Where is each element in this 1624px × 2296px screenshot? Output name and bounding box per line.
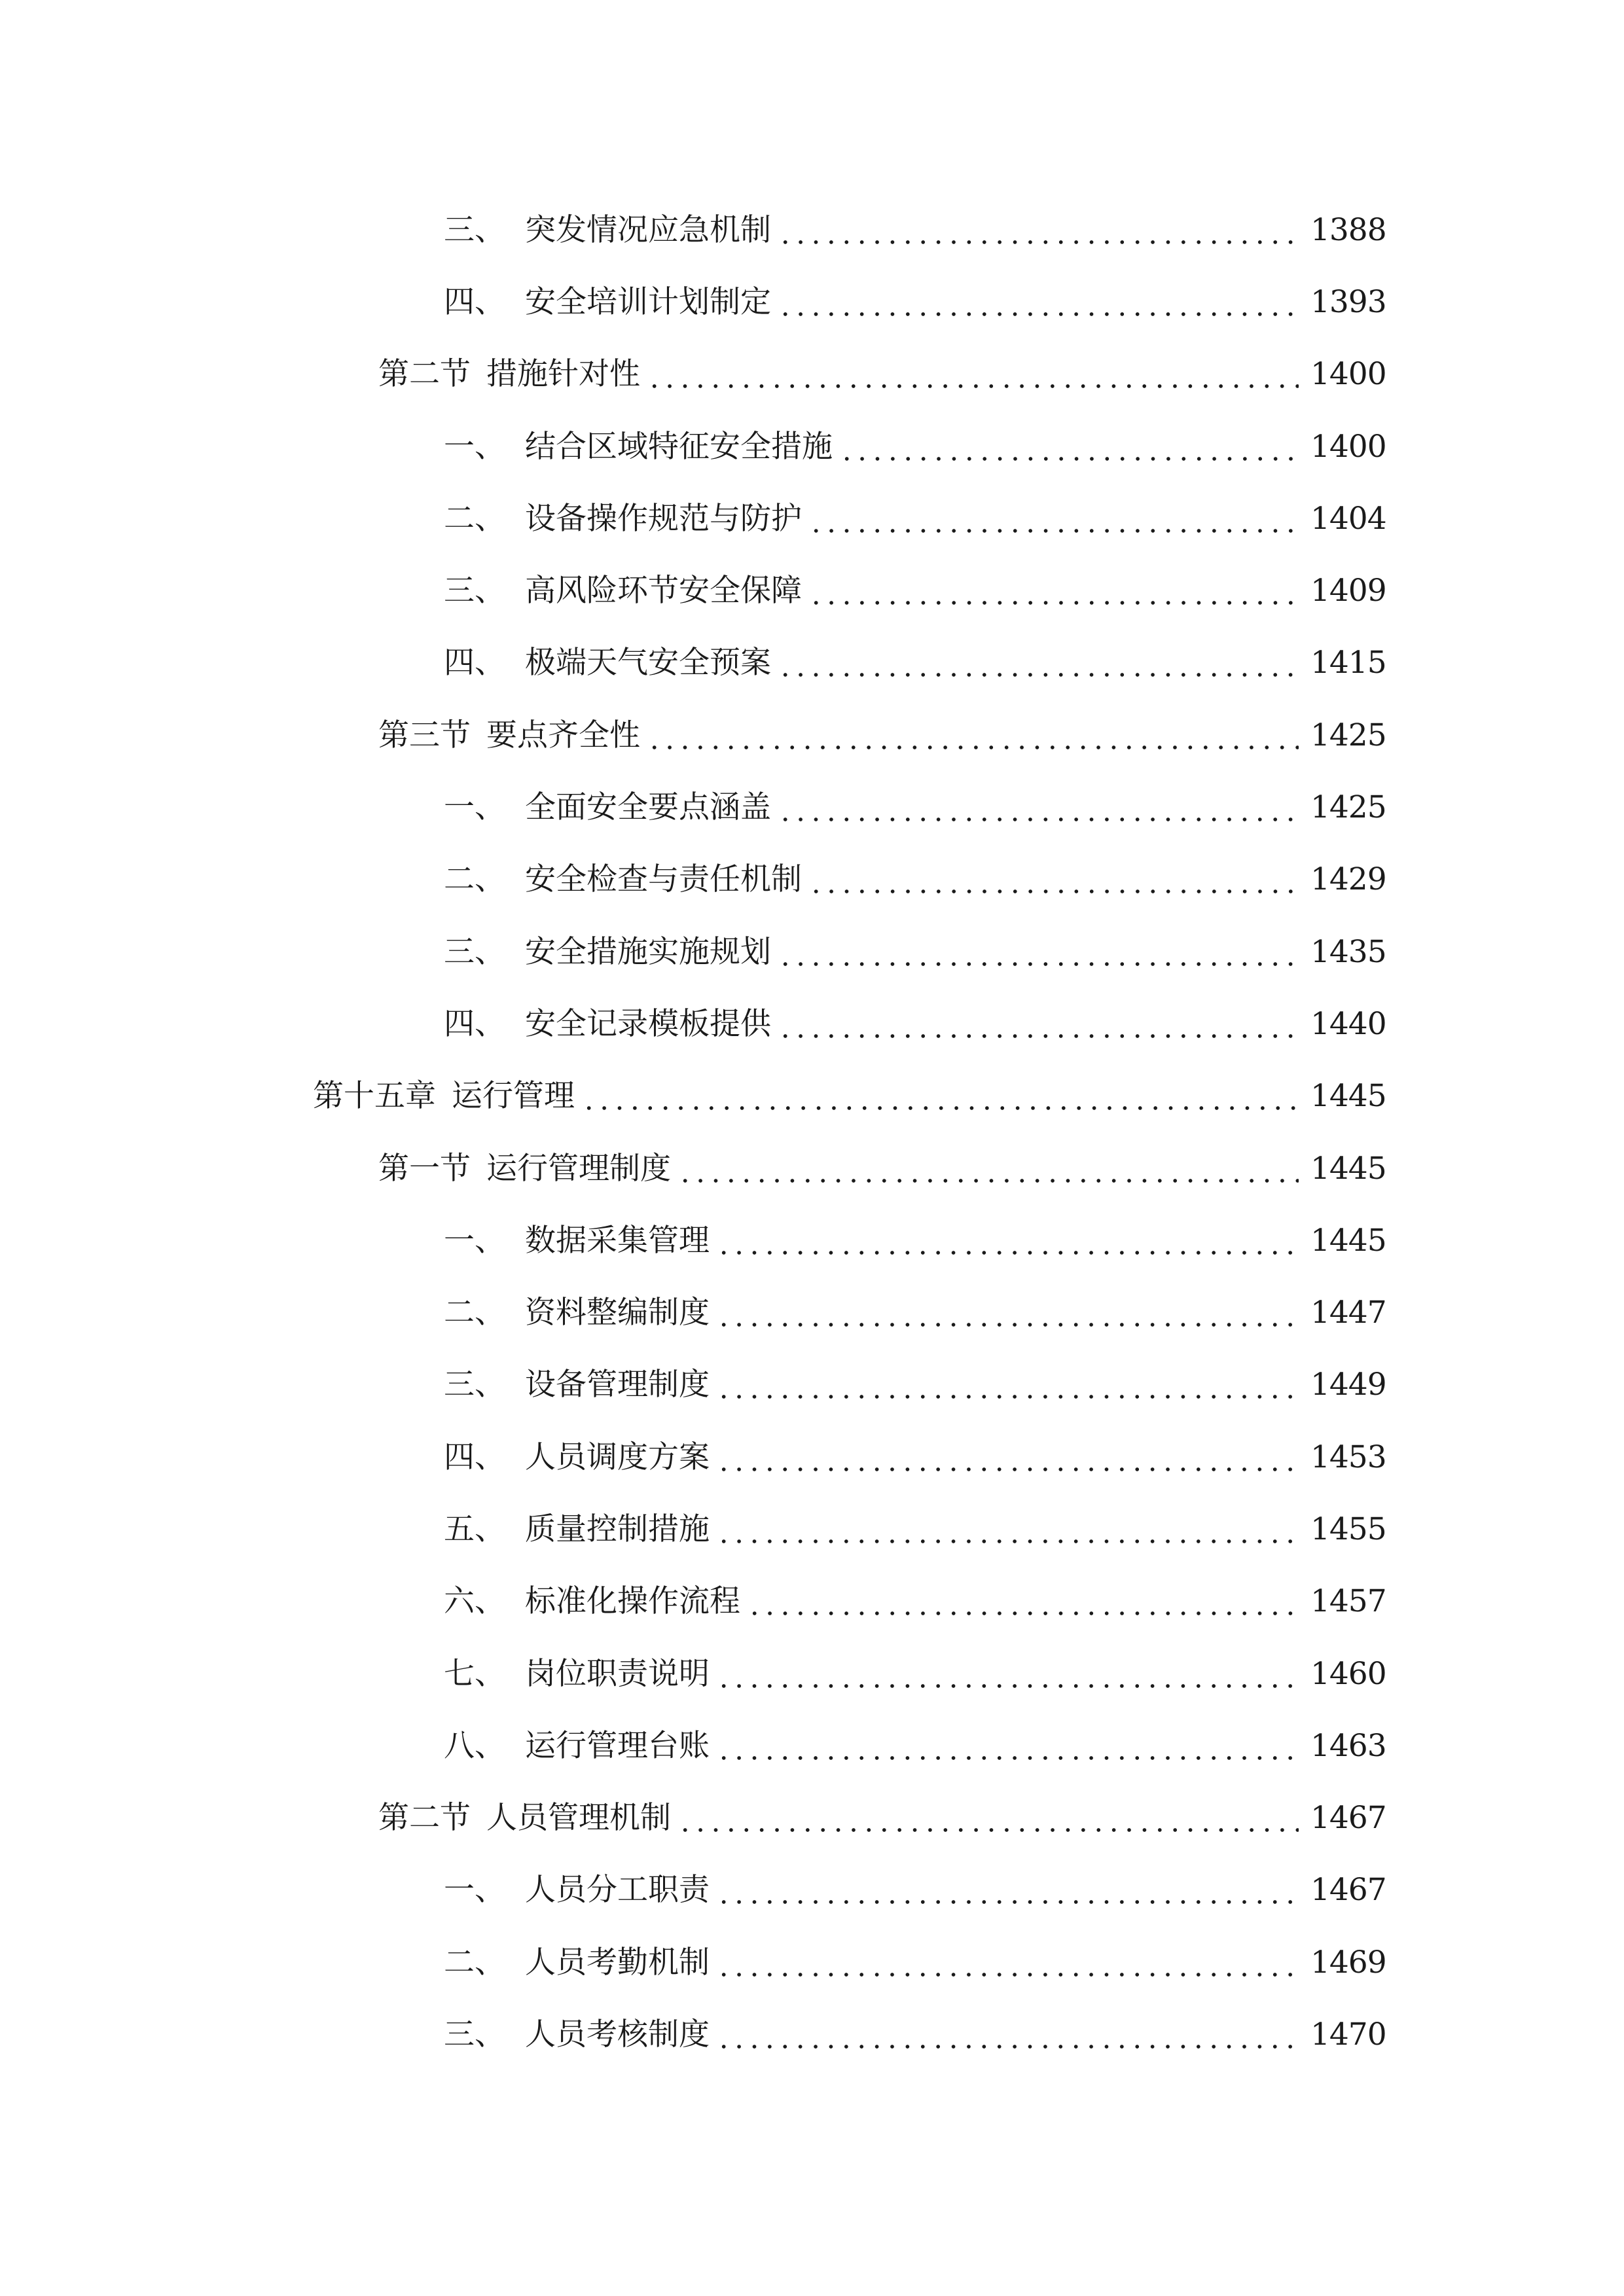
dot-leader xyxy=(778,215,1299,245)
toc-entry[interactable] xyxy=(0,194,1624,266)
dot-leader xyxy=(747,1586,1299,1617)
toc-entry[interactable] xyxy=(0,1204,1624,1276)
toc-entry-title: 运行管理制度 xyxy=(486,1150,671,1187)
toc-entry-page: 1400 xyxy=(1310,356,1386,393)
toc-entry[interactable] xyxy=(0,1060,1624,1132)
toc-entry-number: 八、 xyxy=(444,1727,505,1764)
toc-entry-page: 1393 xyxy=(1310,283,1386,320)
toc-entry[interactable] xyxy=(0,482,1624,554)
toc-entry-title: 资料整编制度 xyxy=(525,1295,710,1331)
toc-entry-number: 三、 xyxy=(444,1367,505,1403)
toc-entry[interactable] xyxy=(0,916,1624,988)
toc-entry-title: 人员分工职责 xyxy=(525,1872,710,1909)
dot-leader xyxy=(808,575,1299,606)
toc-entry[interactable] xyxy=(0,699,1624,771)
toc-entry-page: 1457 xyxy=(1310,1583,1386,1620)
dot-leader xyxy=(778,792,1299,823)
toc-entry-title: 突发情况应急机制 xyxy=(525,211,771,248)
toc-entry-title: 措施针对性 xyxy=(486,356,640,393)
toc-entry[interactable] xyxy=(0,1710,1624,1782)
toc-entry-number: 四、 xyxy=(444,1005,505,1042)
toc-entry-page: 1445 xyxy=(1310,1078,1386,1115)
dot-leader xyxy=(808,864,1299,895)
toc-entry[interactable] xyxy=(0,1638,1624,1710)
toc-entry-title: 安全培训计划制定 xyxy=(525,283,771,320)
toc-entry-title: 全面安全要点涵盖 xyxy=(525,789,771,826)
toc-entry-page: 1400 xyxy=(1310,428,1386,465)
dot-leader xyxy=(716,1659,1299,1689)
toc-entry[interactable] xyxy=(0,1349,1624,1421)
toc-entry-page: 1469 xyxy=(1310,1944,1386,1981)
toc-entry-page: 1440 xyxy=(1310,1005,1386,1042)
toc-entry[interactable] xyxy=(0,1854,1624,1926)
toc-entry-page: 1415 xyxy=(1310,645,1386,681)
toc-entry-number: 七、 xyxy=(444,1655,505,1692)
toc-entry-number: 三、 xyxy=(444,573,505,609)
toc-entry-title: 安全记录模板提供 xyxy=(525,1005,771,1042)
toc-entry-number: 一、 xyxy=(444,789,505,826)
dot-leader xyxy=(778,647,1299,678)
toc-entry-page: 1449 xyxy=(1310,1367,1386,1403)
toc-entry-page: 1429 xyxy=(1310,861,1386,898)
toc-entry-page: 1455 xyxy=(1310,1511,1386,1547)
toc-entry-title: 结合区域特征安全措施 xyxy=(525,428,833,465)
toc-entry-title: 安全检查与责任机制 xyxy=(525,861,802,898)
dot-leader xyxy=(716,2019,1299,2050)
toc-entry[interactable] xyxy=(0,1782,1624,1854)
toc-entry-page: 1425 xyxy=(1310,789,1386,826)
toc-entry-number: 第一节 xyxy=(378,1150,471,1187)
dot-leader xyxy=(716,1731,1299,1761)
toc-entry[interactable] xyxy=(0,844,1624,916)
toc-entry-title: 岗位职责说明 xyxy=(525,1655,710,1692)
toc-entry[interactable] xyxy=(0,338,1624,410)
toc-entry-title: 要点齐全性 xyxy=(486,717,640,753)
toc-entry-number: 二、 xyxy=(444,861,505,898)
dot-leader xyxy=(839,431,1299,462)
toc-entry-number: 三、 xyxy=(444,2017,505,2053)
toc-entry-number: 一、 xyxy=(444,1222,505,1259)
toc-entry[interactable] xyxy=(0,1421,1624,1493)
toc-entry-page: 1445 xyxy=(1310,1150,1386,1187)
toc-entry-title: 安全措施实施规划 xyxy=(525,933,771,970)
dot-leader xyxy=(716,1442,1299,1473)
toc-entry-number: 四、 xyxy=(444,283,505,320)
toc-entry-title: 人员考核制度 xyxy=(525,2017,710,2053)
toc-entry-page: 1409 xyxy=(1310,573,1386,609)
dot-leader xyxy=(716,1369,1299,1400)
toc-entry-title: 运行管理 xyxy=(452,1078,575,1115)
dot-leader xyxy=(778,937,1299,967)
table-of-contents xyxy=(0,194,1624,2071)
dot-leader xyxy=(581,1081,1299,1111)
toc-entry-number: 二、 xyxy=(444,1944,505,1981)
toc-entry-page: 1435 xyxy=(1310,933,1386,970)
toc-entry-number: 一、 xyxy=(444,1872,505,1909)
toc-entry-title: 运行管理台账 xyxy=(525,1727,710,1764)
dot-leader xyxy=(716,1874,1299,1905)
toc-entry-number: 第三节 xyxy=(378,717,471,753)
toc-entry[interactable] xyxy=(0,1493,1624,1565)
toc-entry-number: 第二节 xyxy=(378,356,471,393)
toc-entry[interactable] xyxy=(0,1132,1624,1204)
toc-entry[interactable] xyxy=(0,1926,1624,1998)
toc-entry-number: 五、 xyxy=(444,1511,505,1547)
toc-entry[interactable] xyxy=(0,771,1624,843)
dot-leader xyxy=(716,1947,1299,1978)
dot-leader xyxy=(647,720,1299,751)
toc-entry-page: 1470 xyxy=(1310,2017,1386,2053)
toc-entry-number: 六、 xyxy=(444,1583,505,1620)
dot-leader xyxy=(778,287,1299,317)
toc-entry-page: 1425 xyxy=(1310,717,1386,753)
toc-entry-number: 二、 xyxy=(444,500,505,537)
dot-leader xyxy=(716,1514,1299,1545)
toc-entry[interactable] xyxy=(0,410,1624,482)
toc-entry-title: 数据采集管理 xyxy=(525,1222,710,1259)
toc-entry-page: 1453 xyxy=(1310,1439,1386,1475)
toc-entry-number: 四、 xyxy=(444,645,505,681)
dot-leader xyxy=(677,1153,1299,1184)
toc-entry-title: 极端天气安全预案 xyxy=(525,645,771,681)
dot-leader xyxy=(647,359,1299,389)
toc-entry-number: 三、 xyxy=(444,211,505,248)
toc-entry[interactable] xyxy=(0,1276,1624,1348)
toc-entry-title: 人员考勤机制 xyxy=(525,1944,710,1981)
dot-leader xyxy=(716,1225,1299,1256)
toc-entry-title: 人员调度方案 xyxy=(525,1439,710,1475)
toc-entry-page: 1467 xyxy=(1310,1872,1386,1909)
toc-entry[interactable] xyxy=(0,1998,1624,2070)
toc-entry-page: 1467 xyxy=(1310,1800,1386,1837)
toc-entry-page: 1460 xyxy=(1310,1655,1386,1692)
toc-entry[interactable] xyxy=(0,554,1624,626)
toc-entry-title: 质量控制措施 xyxy=(525,1511,710,1547)
toc-entry-title: 人员管理机制 xyxy=(486,1800,671,1837)
toc-entry[interactable] xyxy=(0,1566,1624,1638)
toc-entry-page: 1447 xyxy=(1310,1295,1386,1331)
toc-entry-number: 三、 xyxy=(444,933,505,970)
toc-entry-number: 二、 xyxy=(444,1295,505,1331)
dot-leader xyxy=(808,503,1299,534)
toc-entry-number: 第二节 xyxy=(378,1800,471,1837)
toc-entry-page: 1463 xyxy=(1310,1727,1386,1764)
toc-entry-number: 一、 xyxy=(444,428,505,465)
dot-leader xyxy=(778,1009,1299,1039)
toc-entry-title: 高风险环节安全保障 xyxy=(525,573,802,609)
toc-entry-page: 1404 xyxy=(1310,500,1386,537)
dot-leader xyxy=(716,1297,1299,1328)
toc-entry[interactable] xyxy=(0,266,1624,338)
toc-entry-page: 1445 xyxy=(1310,1222,1386,1259)
toc-entry-number: 四、 xyxy=(444,1439,505,1475)
toc-entry-number: 第十五章 xyxy=(313,1078,436,1115)
toc-entry-title: 设备管理制度 xyxy=(525,1367,710,1403)
toc-entry[interactable] xyxy=(0,627,1624,699)
toc-entry-page: 1388 xyxy=(1310,211,1386,248)
toc-entry[interactable] xyxy=(0,988,1624,1060)
toc-entry-title: 标准化操作流程 xyxy=(525,1583,740,1620)
toc-entry-title: 设备操作规范与防护 xyxy=(525,500,802,537)
dot-leader xyxy=(677,1803,1299,1833)
